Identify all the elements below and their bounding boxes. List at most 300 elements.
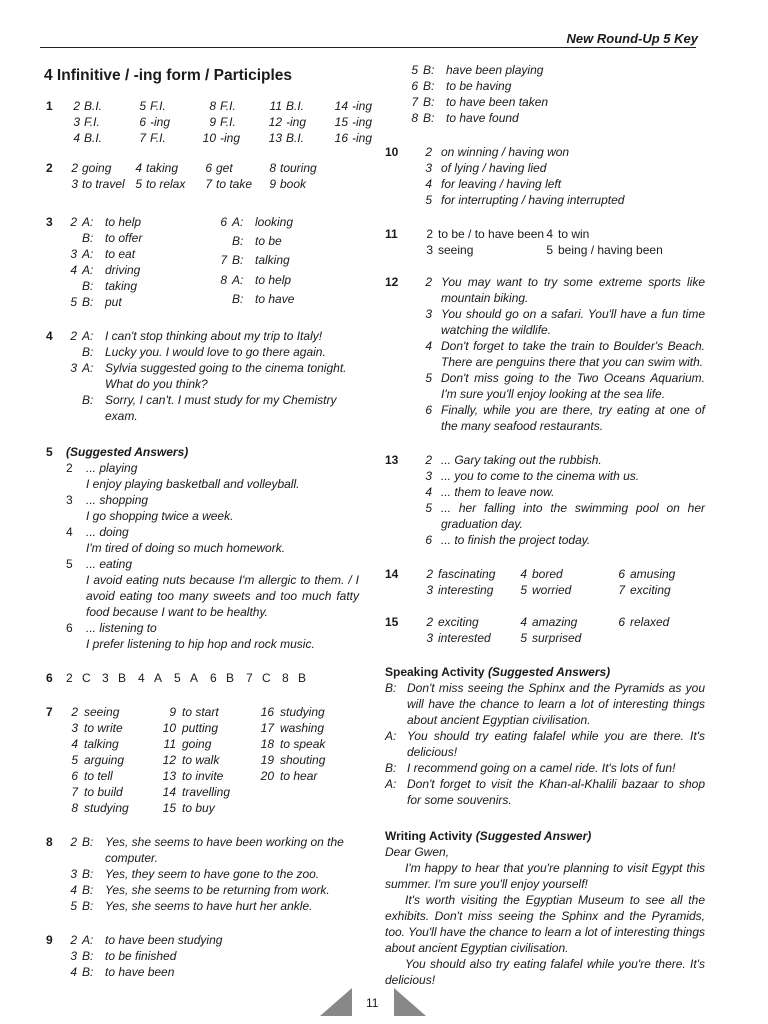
answer-text: worried bbox=[532, 583, 572, 597]
answer-text: B.I. bbox=[286, 131, 305, 145]
item-number: 8 bbox=[411, 111, 418, 125]
answer-text: Lucky you. I would love to go there again. bbox=[105, 345, 326, 359]
item-number: 13 bbox=[268, 131, 282, 145]
item-number: 6 bbox=[66, 621, 73, 635]
dialogue-text: I recommend going on a camel ride. It's lots of fun! bbox=[407, 761, 676, 775]
item-number: 3 bbox=[425, 307, 432, 321]
item-number: 4 bbox=[520, 615, 527, 629]
item-number: 4 bbox=[520, 567, 527, 581]
answer-text: You should go on a safari. You'll have a fun time watching the wildlife. bbox=[441, 307, 705, 337]
item-number: 4 bbox=[135, 161, 142, 175]
item-number: 6 bbox=[210, 671, 217, 685]
answer-sentence: I go shopping twice a week. bbox=[86, 509, 234, 523]
right-column bbox=[385, 62, 705, 988]
item-number: 4 bbox=[425, 485, 432, 499]
answer-text: to be having bbox=[446, 79, 512, 93]
answer-table bbox=[407, 614, 705, 646]
speaker-label: B: bbox=[423, 111, 435, 125]
answer-table bbox=[66, 704, 359, 816]
answer-text: to have been taken bbox=[446, 95, 549, 109]
item-number: 12 bbox=[268, 115, 282, 129]
item-number: 11 bbox=[269, 99, 282, 113]
speaker-label: B: bbox=[82, 393, 94, 407]
answer-text: F.I. bbox=[150, 131, 166, 145]
answer-letter: A bbox=[190, 671, 199, 685]
answer-table bbox=[407, 226, 705, 258]
answer-table bbox=[66, 98, 373, 146]
answer-text: on winning / having won bbox=[441, 145, 570, 159]
answer-text: Finally, while you are there, try eating at one of the many seafood restaurants. bbox=[441, 403, 705, 433]
answer-sentence: I avoid eating nuts because I'm allergic to them. / I avoid eating too many sweets and too much fatty food because I want to be healthy. bbox=[86, 573, 359, 619]
answer-text: studying bbox=[84, 801, 129, 815]
exercise-number: 6 bbox=[46, 671, 53, 685]
answer-text: to have found bbox=[446, 111, 519, 125]
answer-list bbox=[407, 274, 705, 434]
speaking-activity bbox=[385, 664, 705, 808]
item-number bbox=[66, 230, 77, 246]
item-number: 17 bbox=[260, 721, 274, 735]
speaker-label: A: bbox=[82, 215, 94, 229]
page-corner-left-decoration bbox=[320, 988, 352, 1016]
answer-list bbox=[66, 932, 359, 980]
answer-list-right bbox=[216, 214, 346, 310]
answer-text: Yes, she seems to have been working on the computer. bbox=[105, 835, 344, 865]
item-number: 3 bbox=[425, 469, 432, 483]
item-number: 2 bbox=[71, 705, 78, 719]
speaker-label: B: bbox=[82, 867, 94, 881]
letter-salutation: Dear Gwen, bbox=[385, 845, 450, 859]
speaker-label: B: bbox=[82, 835, 94, 849]
item-number: 3 bbox=[66, 493, 73, 507]
item-number: 3 bbox=[70, 867, 77, 881]
answer-row bbox=[66, 670, 359, 686]
page-number: 11 bbox=[366, 996, 379, 1010]
dialogue-text: Don't forget to visit the Khan-al-Khalili bazaar to shop for some souvenirs. bbox=[407, 777, 705, 807]
item-number: 7 bbox=[139, 131, 146, 145]
answer-text: You may want to try some extreme sports like mountain biking. bbox=[441, 275, 705, 305]
answer-text: to have bbox=[255, 291, 295, 306]
speaker-label: B: bbox=[82, 899, 94, 913]
item-number: 2 bbox=[425, 453, 432, 467]
dialogue bbox=[385, 680, 705, 808]
item-number: 6 bbox=[71, 769, 78, 783]
answer-item bbox=[66, 524, 359, 556]
item-number: 3 bbox=[70, 949, 77, 963]
answer-text: to hear bbox=[280, 769, 318, 783]
item-number bbox=[613, 630, 625, 646]
item-number: 10 bbox=[202, 131, 216, 145]
item-number: 3 bbox=[425, 161, 432, 175]
answer-text: I can't stop thinking about my trip to Italy! bbox=[105, 329, 323, 343]
answer-text: to eat bbox=[105, 247, 136, 261]
answer-text: exciting bbox=[438, 615, 479, 629]
exercise-11 bbox=[385, 226, 705, 258]
letter-paragraph: It's worth visiting the Egyptian Museum to see all the exhibits. Don't miss seeing the Sphinx and the Pyramids, too. You'll have the chance to learn a lot of interesting things about ancient Egyptian civilisation. bbox=[385, 893, 705, 955]
item-number: 5 bbox=[425, 501, 432, 515]
exercise-9 bbox=[44, 932, 359, 980]
answer-item bbox=[66, 492, 359, 524]
item-number: 2 bbox=[71, 161, 78, 175]
answer-text: of lying / having lied bbox=[441, 161, 547, 175]
answer-list bbox=[66, 460, 359, 652]
item-number: 5 bbox=[71, 753, 78, 767]
answer-list bbox=[407, 62, 705, 126]
item-number: 18 bbox=[260, 737, 274, 751]
answer-prompt: ... eating bbox=[86, 557, 133, 571]
answer-text: to travel bbox=[82, 177, 125, 191]
item-number: 5 bbox=[70, 899, 77, 913]
item-number bbox=[66, 392, 77, 424]
answer-sentence: I enjoy playing basketball and volleyball. bbox=[86, 477, 300, 491]
item-number: 5 bbox=[520, 583, 527, 597]
answer-text: ... you to come to the cinema with us. bbox=[441, 469, 640, 483]
answer-text: Sorry, I can't. I must study for my Chemistry exam. bbox=[105, 393, 337, 423]
exercise-4 bbox=[44, 328, 359, 424]
item-number: 7 bbox=[246, 671, 253, 685]
item-number: 3 bbox=[102, 671, 109, 685]
answer-text: relaxed bbox=[630, 615, 670, 629]
answer-text: to take bbox=[216, 177, 253, 191]
speaker-label: A: bbox=[82, 247, 94, 261]
answer-table bbox=[407, 566, 705, 598]
answer-text: to be finished bbox=[105, 949, 177, 963]
answer-text: to invite bbox=[182, 769, 224, 783]
item-number: 3 bbox=[70, 361, 77, 375]
answer-letter: B bbox=[298, 671, 307, 685]
answer-text: B.I. bbox=[84, 131, 103, 145]
answer-text: exciting bbox=[630, 583, 671, 597]
item-number: 4 bbox=[546, 227, 553, 241]
answer-item bbox=[66, 556, 359, 620]
item-number: 9 bbox=[209, 115, 216, 129]
item-number: 3 bbox=[426, 583, 433, 597]
item-number: 2 bbox=[70, 835, 77, 849]
answer-letter: C bbox=[262, 671, 271, 685]
item-number: 4 bbox=[71, 737, 78, 751]
answer-text: talking bbox=[255, 253, 290, 268]
answer-text: B.I. bbox=[84, 99, 103, 113]
answer-text: bored bbox=[532, 567, 563, 581]
exercise-subtitle: (Suggested Answers) bbox=[66, 445, 189, 459]
answer-text: to win bbox=[558, 227, 590, 241]
exercise-6 bbox=[44, 670, 359, 686]
answer-text: to walk bbox=[182, 753, 220, 767]
answer-text: ... to finish the project today. bbox=[441, 533, 591, 547]
speaker-label: A: bbox=[82, 361, 94, 375]
answer-table bbox=[66, 160, 359, 192]
exercise-number: 12 bbox=[385, 275, 399, 289]
exercise-14 bbox=[385, 566, 705, 598]
answer-text bbox=[630, 630, 690, 646]
answer-text: interesting bbox=[438, 583, 494, 597]
speaker-label: B: bbox=[82, 883, 94, 897]
exercise-number: 4 bbox=[46, 329, 53, 343]
item-number: 2 bbox=[426, 567, 433, 581]
item-number: 8 bbox=[220, 272, 227, 287]
answer-prompt: ... listening to bbox=[86, 621, 157, 635]
speaker-label: B: bbox=[423, 79, 435, 93]
answer-text: interested bbox=[438, 631, 491, 645]
answer-text: Sylvia suggested going to the cinema tonight. What do you think? bbox=[105, 361, 347, 391]
item-number: 9 bbox=[269, 177, 276, 191]
answer-sentence: I'm tired of doing so much homework. bbox=[86, 541, 286, 555]
speaker-label: B: bbox=[423, 95, 435, 109]
writing-title: Writing Activity (Suggested Answer) bbox=[385, 829, 592, 843]
answer-prompt: ... doing bbox=[86, 525, 129, 539]
answer-text: -ing bbox=[352, 131, 373, 145]
exercise-2 bbox=[44, 160, 359, 192]
exercise-number: 9 bbox=[46, 933, 53, 947]
answer-text: driving bbox=[105, 263, 141, 277]
speaker-label: B: bbox=[385, 761, 397, 775]
dialogue-text: Don't miss seeing the Sphinx and the Pyramids as you will have the chance to learn a lot of interesting things about ancient Egyptian civilisation. bbox=[407, 681, 705, 727]
answer-columns bbox=[66, 214, 359, 310]
item-number: 4 bbox=[70, 965, 77, 979]
answer-text: to build bbox=[84, 785, 123, 799]
answer-prompt: ... playing bbox=[86, 461, 138, 475]
answer-text: ... them to leave now. bbox=[441, 485, 555, 499]
exercise-number: 14 bbox=[385, 567, 399, 581]
writing-activity bbox=[385, 828, 705, 988]
answer-text: talking bbox=[84, 737, 119, 751]
answer-text: -ing bbox=[352, 99, 373, 113]
answer-text: to help bbox=[105, 215, 142, 229]
dialogue-line bbox=[385, 728, 705, 760]
answer-text: travelling bbox=[182, 785, 231, 799]
item-number: 6 bbox=[220, 215, 227, 229]
item-number: 2 bbox=[426, 227, 433, 241]
answer-text: to relax bbox=[146, 177, 186, 191]
item-number: 3 bbox=[71, 177, 78, 191]
answer-text: Yes, she seems to have hurt her ankle. bbox=[105, 899, 313, 913]
answer-text: Don't forget to take the train to Boulder's Beach. There are penguins there that you can swim with. bbox=[441, 339, 705, 369]
answer-text: Yes, they seem to have gone to the zoo. bbox=[105, 867, 320, 881]
item-number: 2 bbox=[66, 671, 73, 685]
answer-body bbox=[86, 556, 359, 620]
dialogue-line bbox=[385, 760, 705, 776]
exercise-number: 5 bbox=[46, 445, 53, 459]
speaking-title: Speaking Activity (Suggested Answers) bbox=[385, 665, 611, 679]
item-number: 6 bbox=[618, 567, 625, 581]
letter-body bbox=[385, 860, 705, 988]
item-number: 14 bbox=[162, 785, 176, 799]
item-number: 5 bbox=[425, 193, 432, 207]
dialogue-line bbox=[385, 680, 705, 728]
speaker-label: B: bbox=[232, 234, 244, 249]
item-number: 5 bbox=[546, 243, 553, 257]
answer-text: seeing bbox=[438, 243, 474, 257]
item-number: 5 bbox=[520, 631, 527, 645]
answer-text: being / having been bbox=[558, 243, 663, 257]
answer-text: to have been studying bbox=[105, 933, 223, 947]
item-number: 13 bbox=[162, 769, 176, 783]
speaker-label: A: bbox=[82, 263, 94, 277]
item-number: 2 bbox=[70, 329, 77, 343]
item-number: 4 bbox=[425, 339, 432, 353]
speaker-label: A: bbox=[385, 777, 397, 791]
item-number bbox=[258, 784, 274, 800]
answer-item bbox=[66, 620, 359, 652]
speaker-label: A: bbox=[232, 215, 244, 229]
answer-text: to help bbox=[255, 272, 292, 287]
answer-text: taking bbox=[105, 279, 138, 293]
answer-text: putting bbox=[182, 721, 219, 735]
item-number: 2 bbox=[66, 461, 73, 475]
speaker-label: B: bbox=[82, 965, 94, 979]
answer-text: going bbox=[182, 737, 212, 751]
answer-text: washing bbox=[280, 721, 325, 735]
item-number: 7 bbox=[411, 95, 418, 109]
item-number: 5 bbox=[70, 295, 77, 309]
answer-text: to have been bbox=[105, 965, 175, 979]
answer-body bbox=[86, 620, 359, 652]
item-number: 3 bbox=[73, 115, 80, 129]
answer-text: taking bbox=[146, 161, 179, 175]
item-number bbox=[66, 344, 77, 360]
answer-text bbox=[280, 800, 350, 816]
item-number: 7 bbox=[205, 177, 212, 191]
answer-text: to write bbox=[84, 721, 123, 735]
letter-paragraph: I'm happy to hear that you're planning to visit Egypt this summer. I'm sure you'll enjoy yourself! bbox=[385, 861, 705, 891]
answer-text: to be / to have been bbox=[438, 227, 545, 241]
exercise-15 bbox=[385, 614, 705, 646]
answer-text: to offer bbox=[105, 231, 143, 245]
exercise-8 bbox=[44, 834, 359, 914]
item-number: 2 bbox=[425, 275, 432, 289]
speaker-label: B: bbox=[82, 231, 94, 245]
item-number: 19 bbox=[260, 753, 274, 767]
speaker-label: B: bbox=[232, 291, 244, 306]
item-number: 12 bbox=[162, 753, 176, 767]
item-number: 7 bbox=[618, 583, 625, 597]
letter-paragraph: You should also try eating falafel while you're there. It's delicious! bbox=[385, 957, 705, 987]
answer-sentence: I prefer listening to hip hop and rock music. bbox=[86, 637, 315, 651]
answer-text: going bbox=[82, 161, 112, 175]
answer-text: get bbox=[216, 161, 233, 175]
answer-text: surprised bbox=[532, 631, 582, 645]
exercise-number: 8 bbox=[46, 835, 53, 849]
answer-text: for leaving / having left bbox=[441, 177, 562, 191]
answer-text bbox=[280, 784, 350, 800]
answer-text: Don't miss going to the Two Oceans Aquarium. I'm sure you'll enjoy looking at the sea life. bbox=[441, 371, 705, 401]
item-number: 3 bbox=[71, 721, 78, 735]
answer-text: -ing bbox=[150, 115, 171, 129]
left-column bbox=[44, 62, 373, 994]
item-number: 4 bbox=[66, 525, 73, 539]
item-number: 6 bbox=[425, 403, 432, 417]
speaker-label: B: bbox=[385, 681, 397, 695]
answer-list bbox=[407, 452, 705, 548]
page-header: New Round-Up 5 Key bbox=[566, 31, 698, 46]
answer-body bbox=[86, 460, 359, 492]
exercise-3 bbox=[44, 214, 359, 310]
dialogue bbox=[66, 328, 359, 424]
exercise-number: 7 bbox=[46, 705, 53, 719]
item-number: 5 bbox=[174, 671, 181, 685]
item-number: 4 bbox=[138, 671, 145, 685]
item-number: 2 bbox=[70, 215, 77, 229]
answer-text: F.I. bbox=[84, 115, 100, 129]
dialogue-line bbox=[385, 776, 705, 808]
item-number: 3 bbox=[426, 631, 433, 645]
answer-text: touring bbox=[280, 161, 317, 175]
answer-text: for interrupting / having interrupted bbox=[441, 193, 625, 207]
item-number: 5 bbox=[135, 177, 142, 191]
item-number: 20 bbox=[260, 769, 274, 783]
speaker-label: B: bbox=[82, 949, 94, 963]
answer-text: book bbox=[280, 177, 307, 191]
answer-letter: B bbox=[118, 671, 127, 685]
item-number: 5 bbox=[425, 371, 432, 385]
header-rule bbox=[40, 47, 696, 48]
item-number: 8 bbox=[282, 671, 289, 685]
item-number: 2 bbox=[425, 145, 432, 159]
item-number bbox=[216, 233, 227, 252]
answer-text: to start bbox=[182, 705, 219, 719]
answer-item bbox=[66, 460, 359, 492]
exercise-1 bbox=[44, 98, 373, 146]
answer-text: seeing bbox=[84, 705, 120, 719]
exercise-10 bbox=[385, 144, 705, 208]
item-number: 2 bbox=[426, 615, 433, 629]
speaker-label: B: bbox=[82, 295, 94, 309]
answer-text: -ing bbox=[220, 131, 241, 145]
item-number: 5 bbox=[411, 63, 418, 77]
answer-text: F.I. bbox=[220, 99, 236, 113]
answer-body bbox=[86, 524, 359, 556]
answer-text: put bbox=[105, 295, 122, 309]
item-number: 16 bbox=[260, 705, 274, 719]
answer-text: amazing bbox=[532, 615, 578, 629]
item-number: 14 bbox=[334, 99, 348, 113]
speaker-label: B: bbox=[82, 345, 94, 359]
dialogue bbox=[66, 834, 359, 914]
speaker-label: B: bbox=[232, 253, 244, 268]
speaker-label: A: bbox=[385, 729, 397, 743]
answer-text: shouting bbox=[280, 753, 326, 767]
item-number: 6 bbox=[411, 79, 418, 93]
dialogue-text: You should try eating falafel while you are there. It's delicious! bbox=[407, 729, 705, 759]
answer-text: to be bbox=[255, 234, 282, 249]
answer-text: amusing bbox=[630, 567, 676, 581]
speaker-label: A: bbox=[82, 329, 94, 343]
item-number: 15 bbox=[334, 115, 348, 129]
item-number: 6 bbox=[425, 533, 432, 547]
item-number: 4 bbox=[73, 131, 80, 145]
item-number bbox=[66, 278, 77, 294]
speaker-label: B: bbox=[82, 279, 94, 293]
item-number: 6 bbox=[618, 615, 625, 629]
answer-text: -ing bbox=[286, 115, 307, 129]
answer-text: looking bbox=[255, 215, 294, 229]
exercise-12 bbox=[385, 274, 705, 434]
item-number: 7 bbox=[71, 785, 78, 799]
answer-text: -ing bbox=[352, 115, 373, 129]
answer-text: arguing bbox=[84, 753, 125, 767]
item-number: 4 bbox=[70, 263, 77, 277]
answer-letter: A bbox=[154, 671, 163, 685]
exercise-number: 11 bbox=[385, 227, 398, 241]
item-number: 8 bbox=[209, 99, 216, 113]
item-number: 5 bbox=[139, 99, 146, 113]
item-number: 8 bbox=[269, 161, 276, 175]
item-number: 16 bbox=[334, 131, 348, 145]
item-number: 6 bbox=[139, 115, 146, 129]
answer-text: ... Gary taking out the rubbish. bbox=[441, 453, 602, 467]
exercise-number: 15 bbox=[385, 615, 399, 629]
item-number: 6 bbox=[205, 161, 212, 175]
speaker-label: B: bbox=[423, 63, 435, 77]
